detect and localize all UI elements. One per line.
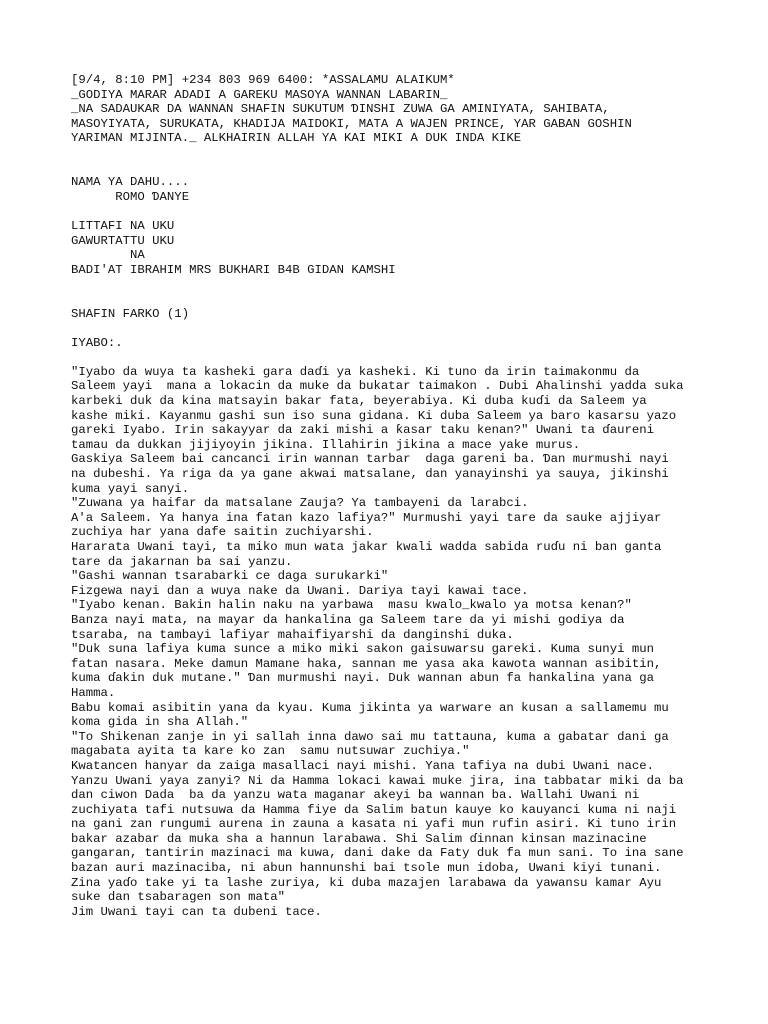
document-line: karbeki duk da kina matsayin bakar fata, beyerabiya. Ki duba kuɗi da Saleem ya <box>71 394 647 409</box>
document-line: "Zuwana ya haifar da matsalane Zauja? Ya tambayeni da larabci. <box>71 496 529 511</box>
document-line: Fizgewa nayi dan a wuya nake da Uwani. Dariya tayi kawai tace. <box>71 583 529 598</box>
document-line: "Gashi wannan tsarabarki ce daga surukarki" <box>71 569 389 584</box>
document-line: GAWURTATTU UKU <box>71 233 175 248</box>
document-line: Yanzu Uwani yaya zanyi? Ni da Hamma lokaci kawai muke jira, ina tabbatar miki da ba <box>71 773 684 788</box>
document-line: magabata ayita ta kare ko zan samu nutsuwar zuchiya." <box>71 744 470 759</box>
document-line: Hamma. <box>71 685 116 700</box>
document-line: YARIMAN MIJINTA._ ALKHAIRIN ALLAH YA KAI MIKI A DUK INDA KIKE <box>71 131 522 146</box>
document-line: NAMA YA DAHU.... <box>71 175 190 190</box>
document-line: MASOYIYATA, SURUKATA, KHADIJA MAIDOKI, MATA A WAJEN PRINCE, YAR GABAN GOSHIN <box>71 116 632 131</box>
document-line: kuma yayi sanyi. <box>71 481 190 496</box>
document-line: _GODIYA MARAR ADADI A GAREKU MASOYA WANNAN LABARIN_ <box>71 87 448 102</box>
document-line: Gaskiya Saleem bai cancanci irin wannan tarbar daga gareni ba. Ɗan murmushi nayi <box>71 452 669 467</box>
document-line: kuma ɗakin duk mutane." Ɗan murmushi nayi. Duk wannan abun fa hankalina yana ga <box>71 671 654 686</box>
document-line: suke dan tsabaragen son mata" <box>71 890 286 905</box>
document-line: IYABO:. <box>71 335 123 350</box>
document-line <box>71 350 751 365</box>
document-line: Hararata Uwani tayi, ta miko mun wata jakar kwali wadda sabida ruɗu ni ban ganta <box>71 540 662 554</box>
document-line: "Duk suna lafiya kuma sunce a miko miki sakon gaisuwarsu gareki. Kuma sunyi mun <box>71 642 654 657</box>
document-line: Babu komai asibitin yana da kyau. Kuma jikinta ya warware an kusan a sallamemu mu <box>71 700 669 715</box>
document-line: fatan nasara. Meke damun Mamane haka, sannan me yasa aka kawota wannan asibitin, <box>71 656 662 671</box>
document-line: Jim Uwani tayi can ta dubeni tace. <box>71 904 322 919</box>
document-line: Zina yaɗo take yi ta lashe zuriya, ki duba mazajen larabawa da yawansu kamar Ayu <box>71 875 662 890</box>
document-line: tare da jakarnan ba sai yanzu. <box>71 554 293 569</box>
document-line: tsaraba, na tambayi lafiyar mahaifiyarshi da danginshi duka. <box>71 627 514 642</box>
document-line <box>71 204 751 219</box>
document-line: Kwatancen hanyar da zaiga masallaci nayi mishi. Yana tafiya na dubi Uwani nace. <box>71 758 654 773</box>
document-line: "To Shikenan zanje in yi sallah inna dawo sai mu tattauna, kuma a gabatar dani ga <box>71 729 669 744</box>
document-line: Saleem yayi mana a lokacin da muke da bukatar taimakon . Dubi Ahalinshi yadda suka <box>71 379 684 394</box>
document-line: koma gida in sha Allah." <box>71 715 249 730</box>
document-line: bazan auri mazinaciba, ni abun hannunshi bai tsole mun idoba, Uwani kiyi tunani. <box>71 861 662 876</box>
document-line <box>71 161 751 176</box>
document-line: "Iyabo da wuya ta kasheki gara daɗi ya kasheki. Ki tuno da irin taimakonmu da <box>71 364 640 379</box>
document-line: [9/4, 8:10 PM] +234 803 969 6400: *ASSALAMU ALAIKUM* <box>71 73 455 87</box>
document-line: gangaran, tantirin mazinaci ma kuwa, dani dake da Faty duk fa mun sani. To ina sane <box>71 846 684 861</box>
document-line: ROMO ƊANYE <box>71 189 190 204</box>
document-line <box>71 292 751 307</box>
document-line: SHAFIN FARKO (1) <box>71 306 190 321</box>
document-line: LITTAFI NA UKU <box>71 218 175 233</box>
document-body <box>71 73 751 919</box>
document-line: zuchiya har yana dafe saitin zuchiyarshi. <box>71 525 374 540</box>
document-line: _NA SADAUKAR DA WANNAN SHAFIN SUKUTUM ƊINSHI ZUWA GA AMINIYATA, SAHIBATA, <box>71 102 610 117</box>
document-line: gareki Iyabo. Irin sakayyar da zaki mishi a ƙasar taku kenan?" Uwani ta ɗaureni <box>71 423 654 438</box>
document-line: BADI'AT IBRAHIM MRS BUKHARI B4B GIDAN KAMSHI <box>71 262 396 277</box>
document-line: "Iyabo kenan. Bakin halin naku na yarbawa masu kwalo_kwalo ya motsa kenan?" <box>71 598 632 613</box>
document-line: zuchiyata tafi nutsuwa da Hamma fiye da Salim batun kauye ko kauyanci kuma ni naji <box>71 802 677 817</box>
document-line: na dubeshi. Ya riga da ya gane akwai matsalane, dan yanayinshi ya sauya, jikinshi <box>71 467 669 482</box>
document-line: NA <box>71 248 145 263</box>
document-line: A'a Saleem. Ya hanya ina fatan kazo lafiya?" Murmushi yayi tare da sauke ajjiyar <box>71 510 662 525</box>
document-line <box>71 321 751 336</box>
document-line: Banza nayi mata, na mayar da hankalina ga Saleem tare da yi mishi godiya da <box>71 612 625 627</box>
document-line <box>71 146 751 161</box>
document-line: tamau da dukkan jijiyoyin jikina. Illahirin jikina a mace yake murus. <box>71 437 581 452</box>
document-line: dan ciwon Dada ba da yanzu wata maganar akeyi ba wannan ba. Wallahi Uwani ni <box>71 788 640 803</box>
document-line: bakar azabar da muka sha a hannun larabawa. Shi Salim ɗinnan kinsan mazinacine <box>71 831 647 846</box>
document-line: na gani zan rungumi aurena in zauna a kasata ni yafi mun rufin asiri. Ki tuno irin <box>71 817 677 832</box>
document-line <box>71 277 751 292</box>
document-line: kashe miki. Kayanmu gashi sun iso suna gidana. Ki duba Saleem ya baro kasarsu yazo <box>71 408 677 423</box>
